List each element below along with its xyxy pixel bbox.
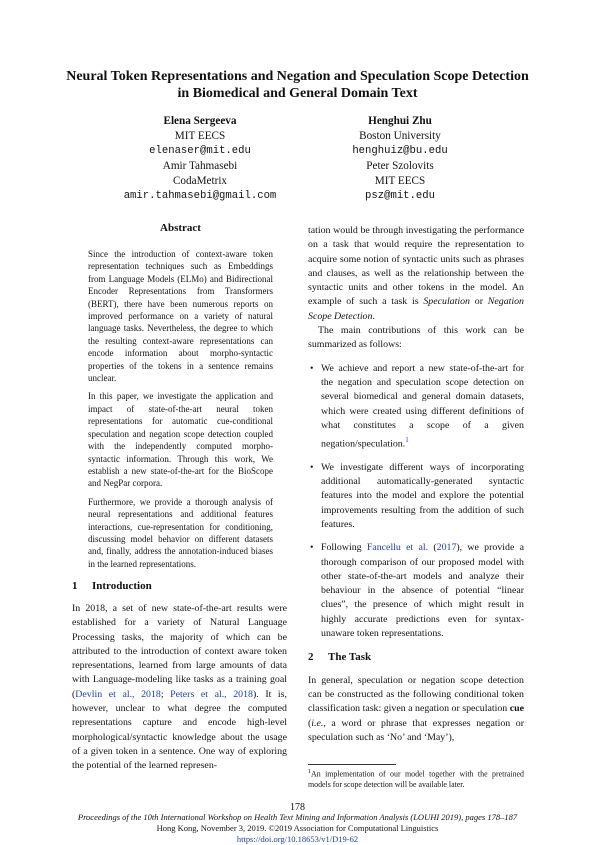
abstract-body	[88, 248, 273, 570]
page-number: 178	[290, 802, 305, 813]
abbrev-ie: i.e.	[311, 717, 324, 729]
paper-title: Neural Token Representations and Negation and Speculation Scope Detection in Biomedical and General Domain Text	[66, 69, 529, 101]
author-name: Henghui Zhu	[368, 115, 432, 127]
proceedings-footer	[20, 812, 575, 845]
bullet-text: ), we provide a thorough comparison of our proposed model with other state-of-the-art models and analyze their behaviour in the absence of potential “linear clues”, the presence of which might result in highly accurate predictions even for syntax-unaware token representations.	[321, 542, 524, 640]
body-text: or	[469, 296, 488, 308]
abstract-paragraph: Since the introduction of context-aware token representation techniques such as Embeddings from Language Models (ELMo) and Bidirectional Encoder Representations from Transformers (BERT), there have been numerous reports on improved performance on a variety of natural language tasks. Nevertheless, the degree to which the resulting context-aware representations can encode information about morpho-syntactic properties of the tokens in a sentence remains unclear.	[88, 249, 273, 384]
citation-link[interactable]: 2017	[436, 542, 457, 554]
intro-text: ). It is, however, unclear to what degree the computed representations capture and encode high-level morphological/syntactic knowledge about the usage of a given token in a sentence. One way of exploring the potential of the learned represen-	[72, 688, 287, 772]
author-email[interactable]: elenaser@mit.edu	[149, 145, 251, 157]
section-heading-introduction	[72, 580, 287, 592]
footnote-rule	[308, 764, 396, 765]
bullet-text: We investigate different ways of incorporating additional automatically-generated syntactic features into the model and explore the potential improvements resulting from the addition of such features.	[321, 461, 524, 530]
footnote-number: 1	[308, 769, 311, 775]
author-affiliation: Boston University	[359, 130, 441, 142]
body-text: tation would be through investigating the performance on a task that would require the representation to acquire some notion of syntactic units such as phrases and clauses, as well as the relationship between the syntactic units and other tokens in the model. An example of such a task is	[308, 225, 524, 308]
contributions-list	[308, 362, 524, 642]
author-email[interactable]: amir.tahmasebi@gmail.com	[123, 190, 277, 202]
doi-link[interactable]: https://doi.org/10.18653/v1/D19-62	[236, 834, 359, 844]
author-name: Elena Sergeeva	[163, 115, 237, 127]
citation-link[interactable]: Devlin et al., 2018	[75, 688, 161, 700]
body-text: In general, speculation or negation scope detection can be constructed as the following conditional token classification task: given a negation or speculation	[308, 674, 524, 715]
body-text: (	[308, 717, 312, 729]
section-number: 1	[72, 580, 78, 592]
right-column	[308, 224, 524, 745]
bullet-text: (	[428, 542, 437, 554]
author-affiliation: Amir Tahmasebi	[162, 160, 238, 172]
author-block-left	[100, 114, 300, 204]
section-title: Introduction	[92, 580, 152, 592]
author-affiliation: Peter Szolovits	[366, 160, 434, 172]
footer-line-proceedings: Proceedings of the 10th International Workshop on Health Text Mining and Information Analysis (LOUHI 2019), pages 178–187	[77, 812, 518, 822]
citation-link[interactable]: Peters et al., 2018	[170, 688, 253, 700]
footer-line-location: Hong Kong, November 3, 2019. ©2019 Association for Computational Linguistics	[156, 823, 439, 833]
term-cue: cue	[509, 703, 524, 715]
abstract-paragraph: Furthermore, we provide a thorough analysis of neural representations and additional features interactions, cue-representation for conditioning, discussing model behavior on different datasets and, finally, address the annotation-induced biases in the learned representations.	[88, 496, 273, 569]
author-email[interactable]: psz@mit.edu	[365, 190, 435, 202]
list-item	[308, 541, 524, 641]
author-affiliation: MIT EECS	[174, 130, 226, 142]
abstract-heading: Abstract	[160, 222, 201, 234]
footnote-marker[interactable]: 1	[405, 436, 409, 445]
author-affiliation: CodaMetrix	[172, 175, 228, 187]
abstract-paragraph: In this paper, we investigate the application and impact of state-of-the-art neural token representations for automatic cue-conditional speculation and negation scope detection coupled with the independently computed morpho-syntactic information. Through this work, We establish a new state-of-the-art for the BioScope and NegPar corpora.	[88, 391, 273, 489]
citation-separator: ;	[160, 688, 171, 700]
intro-text: In 2018, a set of new state-of-the-art results were established for a variety of Natural Language Processing tasks, the majority of which can be attributed to the introduction of context aware token representations, learned from large amounts of data with Language-modeling like tasks as a training goal (	[72, 603, 287, 700]
section-title: The Task	[328, 651, 372, 664]
author-block-right	[300, 114, 500, 204]
section-number: 2	[308, 651, 314, 664]
list-item	[308, 461, 524, 532]
author-affiliation: MIT EECS	[374, 175, 426, 187]
section-heading-task	[308, 650, 524, 664]
contributions-intro: The main contributions of this work can be summarized as follows:	[308, 325, 524, 351]
emphasis-speculation: Speculation	[423, 296, 470, 308]
footnote-text: An implementation of our model together with the pretrained models for scope detection will be available later.	[308, 769, 524, 790]
author-email[interactable]: henghuiz@bu.edu	[352, 145, 448, 157]
emphasis-negation: Negation Scope Detection	[308, 296, 524, 322]
bullet-text: Following	[321, 542, 367, 554]
citation-link[interactable]: Fancellu et al.	[366, 542, 429, 554]
list-item	[308, 362, 524, 452]
footnote	[308, 767, 524, 791]
bullet-text: We achieve and report a new state-of-the-art for the negation and speculation scope detection on several biomedical and general domain datasets, which were created using different definitions of what constitutes a scope of a given negation/speculation.	[321, 362, 524, 450]
body-text: .	[372, 310, 375, 322]
body-text: , a word or phrase that expresses negation or speculation such as ‘No’ and ‘May’),	[308, 717, 524, 743]
introduction-body	[72, 602, 287, 774]
